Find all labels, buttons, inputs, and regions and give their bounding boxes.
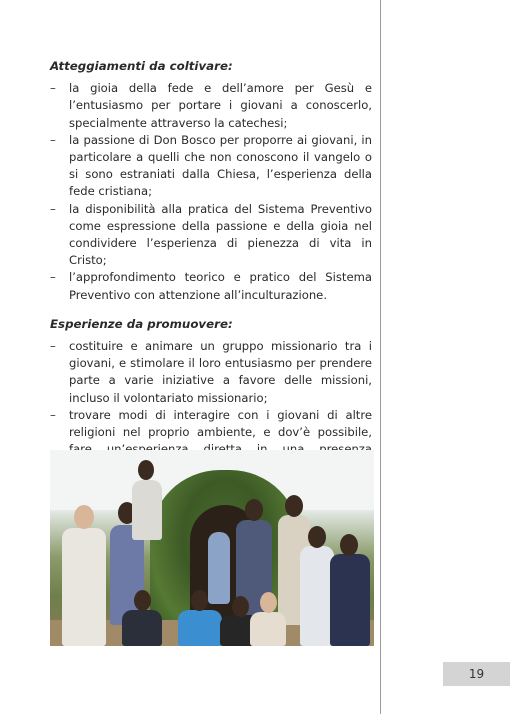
photo-person-head xyxy=(308,526,326,548)
bullet-dash: – xyxy=(50,81,56,96)
list-item-text: l’approfondimento teorico e pratico del Sistema Preventivo con attenzione all’inculturazione. xyxy=(69,270,372,302)
list-item xyxy=(50,80,372,132)
list-item-text: la gioia della fede e dell’amore per Gesù e l’entusiasmo per portare i giovani a conoscerlo, specialmente attraverso la catechesi; xyxy=(69,81,372,130)
list-item-text: la passione di Don Bosco per proporre ai giovani, in particolare a quelli che non conoscono il vangelo o si sono estraniati dalla Chiesa, l’esperienza della fede cristiana; xyxy=(69,132,372,199)
body-text xyxy=(50,58,372,476)
photo-person-head xyxy=(232,596,249,617)
photo-person xyxy=(300,546,334,646)
list-item-text: trovare modi di interagire con i giovani di altre religioni nel proprio ambiente, e dov’è possibile, xyxy=(69,407,372,440)
bullet-dash: – xyxy=(50,201,56,216)
section-heading-attitudes: Atteggiamenti da coltivare: xyxy=(50,59,233,73)
photo-statue xyxy=(208,532,230,604)
photo-person-head xyxy=(191,590,208,611)
bullet-dash: – xyxy=(50,270,56,285)
photo-person xyxy=(122,610,162,646)
section-heading-experiences: Esperienze da promuovere: xyxy=(50,316,233,331)
photo-person xyxy=(250,612,286,646)
list-item xyxy=(50,201,372,270)
bullet-dash: – xyxy=(50,339,56,354)
photo-person-head xyxy=(245,499,263,521)
photo-person-head xyxy=(285,495,303,517)
bullet-dash: – xyxy=(50,132,56,147)
margin-rule xyxy=(380,0,381,714)
list-item-text: costituire e animare un gruppo missionario tra i giovani, e stimolare il loro entusiasmo per prendere parte a varie iniziative a favore delle missioni, incluso il volontariato missionario; xyxy=(69,339,372,405)
list-item-text: la disponibilità alla pratica del Sistema Preventivo come espressione della passione e della gioia nel condividere l’esperienza di pienezza di vita in Cristo; xyxy=(69,201,372,268)
photo-person xyxy=(132,480,162,540)
list-item xyxy=(50,269,372,303)
bullet-dash: – xyxy=(50,407,56,422)
photo-person-head xyxy=(134,590,151,611)
photo-person xyxy=(62,528,106,646)
page-number: 19 xyxy=(468,667,485,681)
photo-person-head xyxy=(340,534,358,556)
photo-person xyxy=(178,610,222,646)
list-item xyxy=(50,338,372,407)
attitudes-list xyxy=(50,80,372,304)
photo-person-head xyxy=(74,505,94,529)
group-photo xyxy=(50,450,374,646)
photo-person xyxy=(330,554,370,646)
list-item xyxy=(50,132,372,201)
page-number-box xyxy=(443,662,510,686)
photo-person-head xyxy=(260,592,277,613)
photo-person-head xyxy=(138,460,154,480)
